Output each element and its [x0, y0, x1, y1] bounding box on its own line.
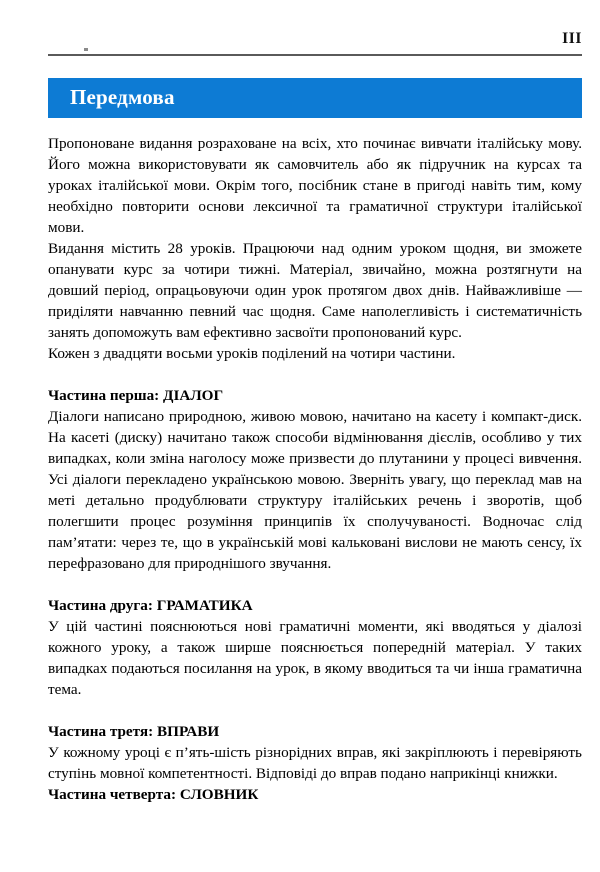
header-rule — [48, 54, 582, 56]
title-banner — [48, 78, 582, 118]
paragraph-spacer — [48, 574, 582, 595]
body-column — [48, 133, 582, 805]
running-head — [48, 30, 582, 60]
section-paragraph-dialog: Діалоги написано природною, живою мовою, начитано на касету і компакт-диск. На касеті (диску) начитано також способи відмінювання дієслів, особливо у тих випадках, коли зміна наголосу може призвести до плутанини у процесі вивчення. Усі діалоги перекладено українською мовою. Зверніть увагу, що переклад мав на меті детально продублювати структуру італійських речень і зворотів, щоб полегшити процес розуміння принципів їх сполучуваності. Водночас слід пам’ятати: через те, що в українській мові кальковані вислови не мають сенсу, їх перефразовано для природнішого звучання. — [48, 408, 582, 572]
intro-paragraph-3: Кожен з двадцяти восьми уроків поділений на чотири частини. — [48, 345, 456, 362]
print-speck-artifact — [84, 48, 88, 51]
section-paragraph-grammar: У цій частині пояснюються нові граматичні моменти, які вводяться у діалозі кожного уроку, а також ширше пояснюється попередній матеріал. У таких випадках подаються посилання на урок, в якому вводиться та чи інша граматична тема. — [48, 618, 582, 698]
intro-paragraph-1: Пропоноване видання розраховане на всіх, хто починає вивчати італійську мову. Його можна використовувати як самовчитель або як підручник на курсах та уроках італійської мови. Окрім того, посібник стане в пригоді навіть тим, кому необхідно повторити основи лексичної та граматичної структури італійської мови. — [48, 135, 582, 236]
page-number: III — [562, 30, 582, 47]
section-heading-dictionary: Частина четверта: СЛОВНИК — [48, 786, 259, 803]
intro-paragraph-2: Видання містить 28 уроків. Працюючи над одним уроком щодня, ви зможете опанувати курс за чотири тижні. Матеріал, звичайно, можна розтягнути на довший період, опрацьовуючи один урок протягом двох днів. Найважливіше — приділяти навчанню певний час щодня. Саме наполегливість і систематичність занять допоможуть вам ефективно засвоїти пропонований курс. — [48, 240, 582, 341]
section-heading-dialog: Частина перша: ДІАЛОГ — [48, 387, 224, 404]
section-heading-grammar: Частина друга: ГРАМАТИКА — [48, 597, 253, 614]
page-title: Передмова — [70, 85, 175, 109]
section-heading-exercises: Частина третя: ВПРАВИ — [48, 723, 220, 740]
section-paragraph-exercises: У кожному уроці є п’ять-шість різнорідних вправ, які закріплюють і перевіряють ступінь мовної компетентності. Відповіді до вправ подано наприкінці книжки. — [48, 744, 582, 782]
paragraph-spacer — [48, 700, 582, 721]
paragraph-spacer — [48, 364, 582, 385]
